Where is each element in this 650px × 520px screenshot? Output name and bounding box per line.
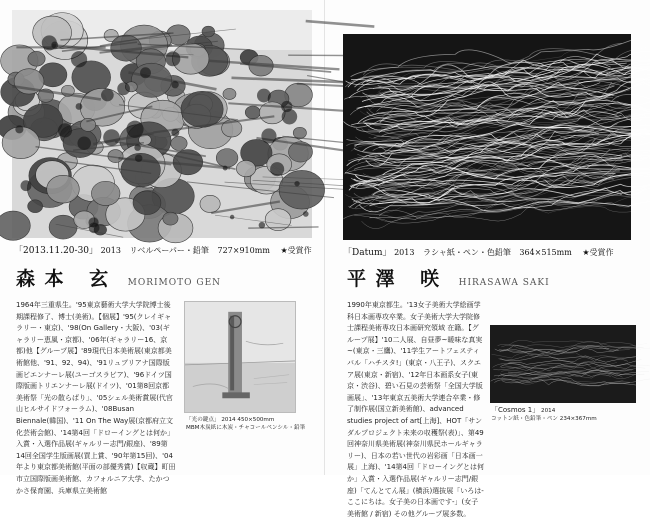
artwork-year: 2013 bbox=[394, 248, 414, 257]
artwork-caption-right bbox=[343, 245, 614, 258]
small-artwork-year: 2014 bbox=[221, 417, 235, 423]
small-artwork-size: 234×367mm bbox=[560, 416, 597, 422]
artist-name-roman: MORIMOTO GEN bbox=[128, 278, 221, 288]
small-artwork-title: 「光の鍵点」 bbox=[186, 417, 220, 423]
artwork-year: 2013 bbox=[101, 246, 121, 255]
artist-name-roman: HIRASAWA SAKI bbox=[459, 278, 550, 288]
artwork-size: 727×910mm bbox=[217, 246, 269, 255]
artwork-medium: ラシャ紙・ペン・色鉛筆 bbox=[423, 248, 511, 257]
award-mark: ★受賞作 bbox=[280, 246, 311, 255]
artist-name-right bbox=[347, 264, 550, 291]
artwork-medium: リベルペーパー・鉛筆 bbox=[129, 246, 208, 255]
artwork-small-right bbox=[490, 325, 636, 403]
award-mark: ★受賞作 bbox=[582, 248, 613, 257]
artwork-hirasawa-datum bbox=[343, 34, 631, 240]
artwork-size: 364×515mm bbox=[519, 248, 571, 257]
artwork-title: 「Datum」 bbox=[343, 248, 392, 258]
artwork-moriki-log-pile bbox=[12, 10, 312, 238]
small-artwork-size: 450×500mm bbox=[237, 417, 274, 423]
artist-name-jp: 森本 玄 bbox=[16, 264, 118, 291]
small-artwork-caption-left bbox=[186, 416, 305, 432]
artist-name-jp: 平澤 咲 bbox=[347, 264, 449, 291]
artwork-title: 「2013.11.20-30」 bbox=[14, 246, 98, 256]
artist-bio-right: 1990年東京都生。'13女子美術大学絵画学科日本画専攻卒業。女子美術大学大学院修士課程美術専攻日本画研究領域 在籍。【グループ展】'10二人展、自昼夢~暖味な真実~(東京・三鷹)、'11学生アートフェスティバル「ハチスタ!」(東京・八王子)、スクエア展(東京・新宿)、'12年日本画系女子(東京・渋谷)、碧い石見の芸術祭「全国大学版画展」、'13年東京五美術大学連合卒業・修了制作展(国立新美術館)、advanced studies project of art[上海]、HOT「サンダルプロジェクト未来の収穫祭(表)」、第49回神奈川県美術展(神奈川県民ホールギャラリー)、日本の若い世代の岩彩画「日本画一展」上海)、'14第4回「ドローイングとは何か」入賞・入選作品展(ギャルリー志門/銀座)「てんとてん展」(横浜)選抜展「いろは-ここにちは。女子美の日本画です-」(女子美術館 / 新宿) その他グループ展多数。 bbox=[347, 300, 484, 520]
artwork-small-left bbox=[184, 301, 296, 413]
small-artwork-medium: MBM木炭紙に木炭・チャコールペンシル・鉛筆 bbox=[186, 424, 305, 432]
artist-bio-left: 1964年三重県生。'95東京藝術大学大学院博士後期課程修了、博士(美術)。【個展】'95(クレイギャラリー・東京)、'98(On Gallery・大阪)、'03(ギャラリー恵風・京都)、'06年(ギャラリー16、京都)他【グループ展】'89現代日本美術展(東京都美術館他、'91、92、94)、'91リュブリアナ国際版画ビエンナーレ展(ユーゴスラビア)、'96ドイツ国際版画トリエンナーレ展(ドイツ)、'01第8回京都美術祭「光の散らばり」、'05シェル美術賞展(代官山ヒルサイドフォーラム)、'08Busan Biennale(韓国)、'11 On The Way展(京都府立文化芸術会館)、'14第4回「ドローイングとは何か」入賞・入選作品展(ギャルリー志門/銀座)、'89第14回全国学生版画展(買上賞、'90年第15回)、'04年より東京都美術館(平面の部優秀賞)【収蔵】町田市立国際版画美術館、カフォルニア大学、たかつかさ保育園、兵庫県立美術館 bbox=[16, 300, 176, 497]
small-artwork-year: 2014 bbox=[541, 408, 555, 414]
small-artwork-title: 「Cosmos 1」 bbox=[491, 406, 539, 414]
artist-name-left bbox=[16, 264, 221, 291]
small-artwork-caption-right bbox=[491, 406, 597, 423]
artwork-caption-left bbox=[14, 243, 312, 256]
small-artwork-medium: コットン紙・色鉛筆・ペン bbox=[491, 416, 558, 422]
